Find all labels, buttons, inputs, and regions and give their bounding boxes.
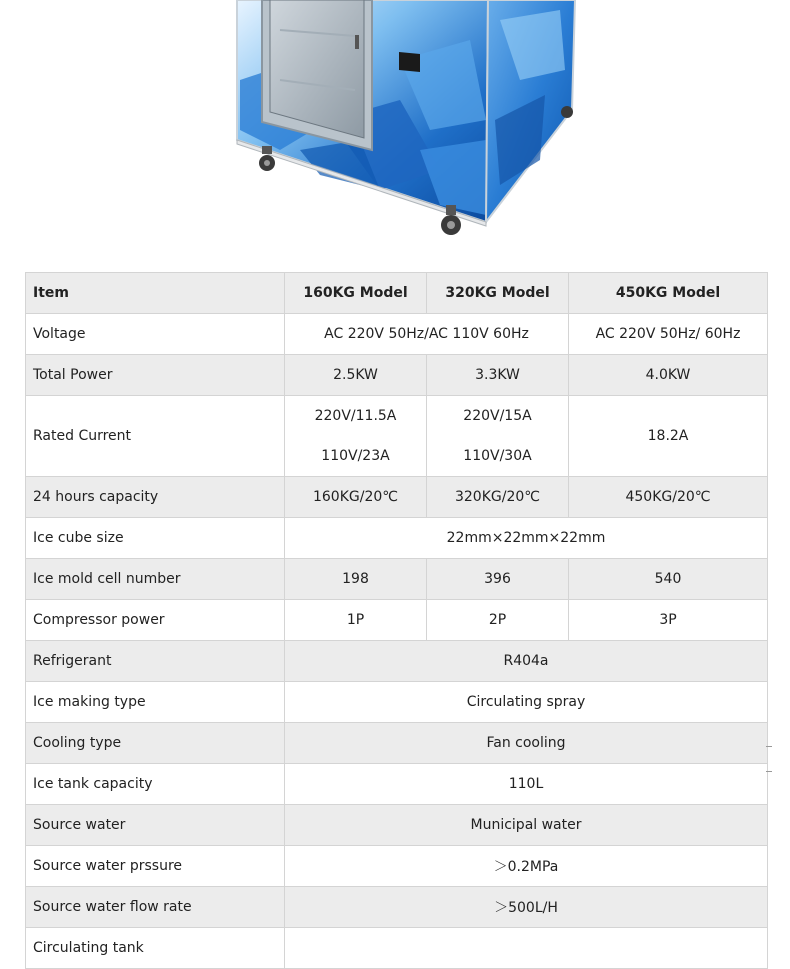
table-row-cooling-type bbox=[26, 723, 768, 764]
header-model-160: 160KG Model bbox=[285, 273, 427, 314]
row-label: Ice cube size bbox=[26, 518, 285, 559]
compressor-160: 1P bbox=[285, 600, 427, 641]
water-flow-value: ＞500L/H bbox=[285, 887, 768, 928]
row-label: Ice mold cell number bbox=[26, 559, 285, 600]
row-label: Source water prssure bbox=[26, 846, 285, 887]
cooling-type-value: Fan cooling bbox=[285, 723, 768, 764]
cells-450: 540 bbox=[569, 559, 768, 600]
capacity-320: 320KG/20℃ bbox=[427, 477, 569, 518]
row-label: Circulating tank bbox=[26, 928, 285, 969]
compressor-320: 2P bbox=[427, 600, 569, 641]
cells-320: 396 bbox=[427, 559, 569, 600]
compressor-450: 3P bbox=[569, 600, 768, 641]
header-model-320: 320KG Model bbox=[427, 273, 569, 314]
cells-160: 198 bbox=[285, 559, 427, 600]
cube-size-value: 22mm×22mm×22mm bbox=[285, 518, 768, 559]
row-label: 24 hours capacity bbox=[26, 477, 285, 518]
table-row-voltage bbox=[26, 314, 768, 355]
table-row-circulating-tank bbox=[26, 928, 768, 969]
row-label: Total Power bbox=[26, 355, 285, 396]
table-row-refrigerant bbox=[26, 641, 768, 682]
row-label: Voltage bbox=[26, 314, 285, 355]
current-320-110v: 110V/30A bbox=[463, 448, 532, 464]
voltage-160-320: AC 220V 50Hz/AC 110V 60Hz bbox=[285, 314, 569, 355]
voltage-450: AC 220V 50Hz/ 60Hz bbox=[569, 314, 768, 355]
spec-table bbox=[25, 272, 768, 969]
current-160-110v: 110V/23A bbox=[321, 448, 390, 464]
row-label: Source water flow rate bbox=[26, 887, 285, 928]
table-row-tank-capacity bbox=[26, 764, 768, 805]
making-type-value: Circulating spray bbox=[285, 682, 768, 723]
table-row-mold-cells bbox=[26, 559, 768, 600]
row-label: Rated Current bbox=[26, 396, 285, 477]
current-320 bbox=[427, 396, 569, 477]
refrigerant-value: R404a bbox=[285, 641, 768, 682]
water-pressure-value: ＞0.2MPa bbox=[285, 846, 768, 887]
edge-marker bbox=[766, 746, 772, 772]
current-160 bbox=[285, 396, 427, 477]
table-row-source-water bbox=[26, 805, 768, 846]
current-320-220v: 220V/15A bbox=[463, 408, 532, 424]
source-water-value: Municipal water bbox=[285, 805, 768, 846]
table-row-water-flow bbox=[26, 887, 768, 928]
current-160-220v: 220V/11.5A bbox=[314, 408, 397, 424]
row-label: Cooling type bbox=[26, 723, 285, 764]
header-item: Item bbox=[26, 273, 285, 314]
table-row-cube-size bbox=[26, 518, 768, 559]
power-320: 3.3KW bbox=[427, 355, 569, 396]
table-header-row bbox=[26, 273, 768, 314]
power-450: 4.0KW bbox=[569, 355, 768, 396]
table-row-total-power bbox=[26, 355, 768, 396]
row-label: Ice making type bbox=[26, 682, 285, 723]
table-row-water-pressure bbox=[26, 846, 768, 887]
row-label: Ice tank capacity bbox=[26, 764, 285, 805]
current-450: 18.2A bbox=[569, 396, 768, 477]
row-label: Source water bbox=[26, 805, 285, 846]
table-row-capacity bbox=[26, 477, 768, 518]
header-model-450: 450KG Model bbox=[569, 273, 768, 314]
table-row-rated-current bbox=[26, 396, 768, 477]
table-row-compressor bbox=[26, 600, 768, 641]
circ-tank-value bbox=[285, 928, 768, 969]
power-160: 2.5KW bbox=[285, 355, 427, 396]
row-label: Compressor power bbox=[26, 600, 285, 641]
capacity-160: 160KG/20℃ bbox=[285, 477, 427, 518]
row-label: Refrigerant bbox=[26, 641, 285, 682]
table-row-making-type bbox=[26, 682, 768, 723]
ice-machine-illustration bbox=[0, 0, 790, 250]
capacity-450: 450KG/20℃ bbox=[569, 477, 768, 518]
tank-capacity-value: 110L bbox=[285, 764, 768, 805]
